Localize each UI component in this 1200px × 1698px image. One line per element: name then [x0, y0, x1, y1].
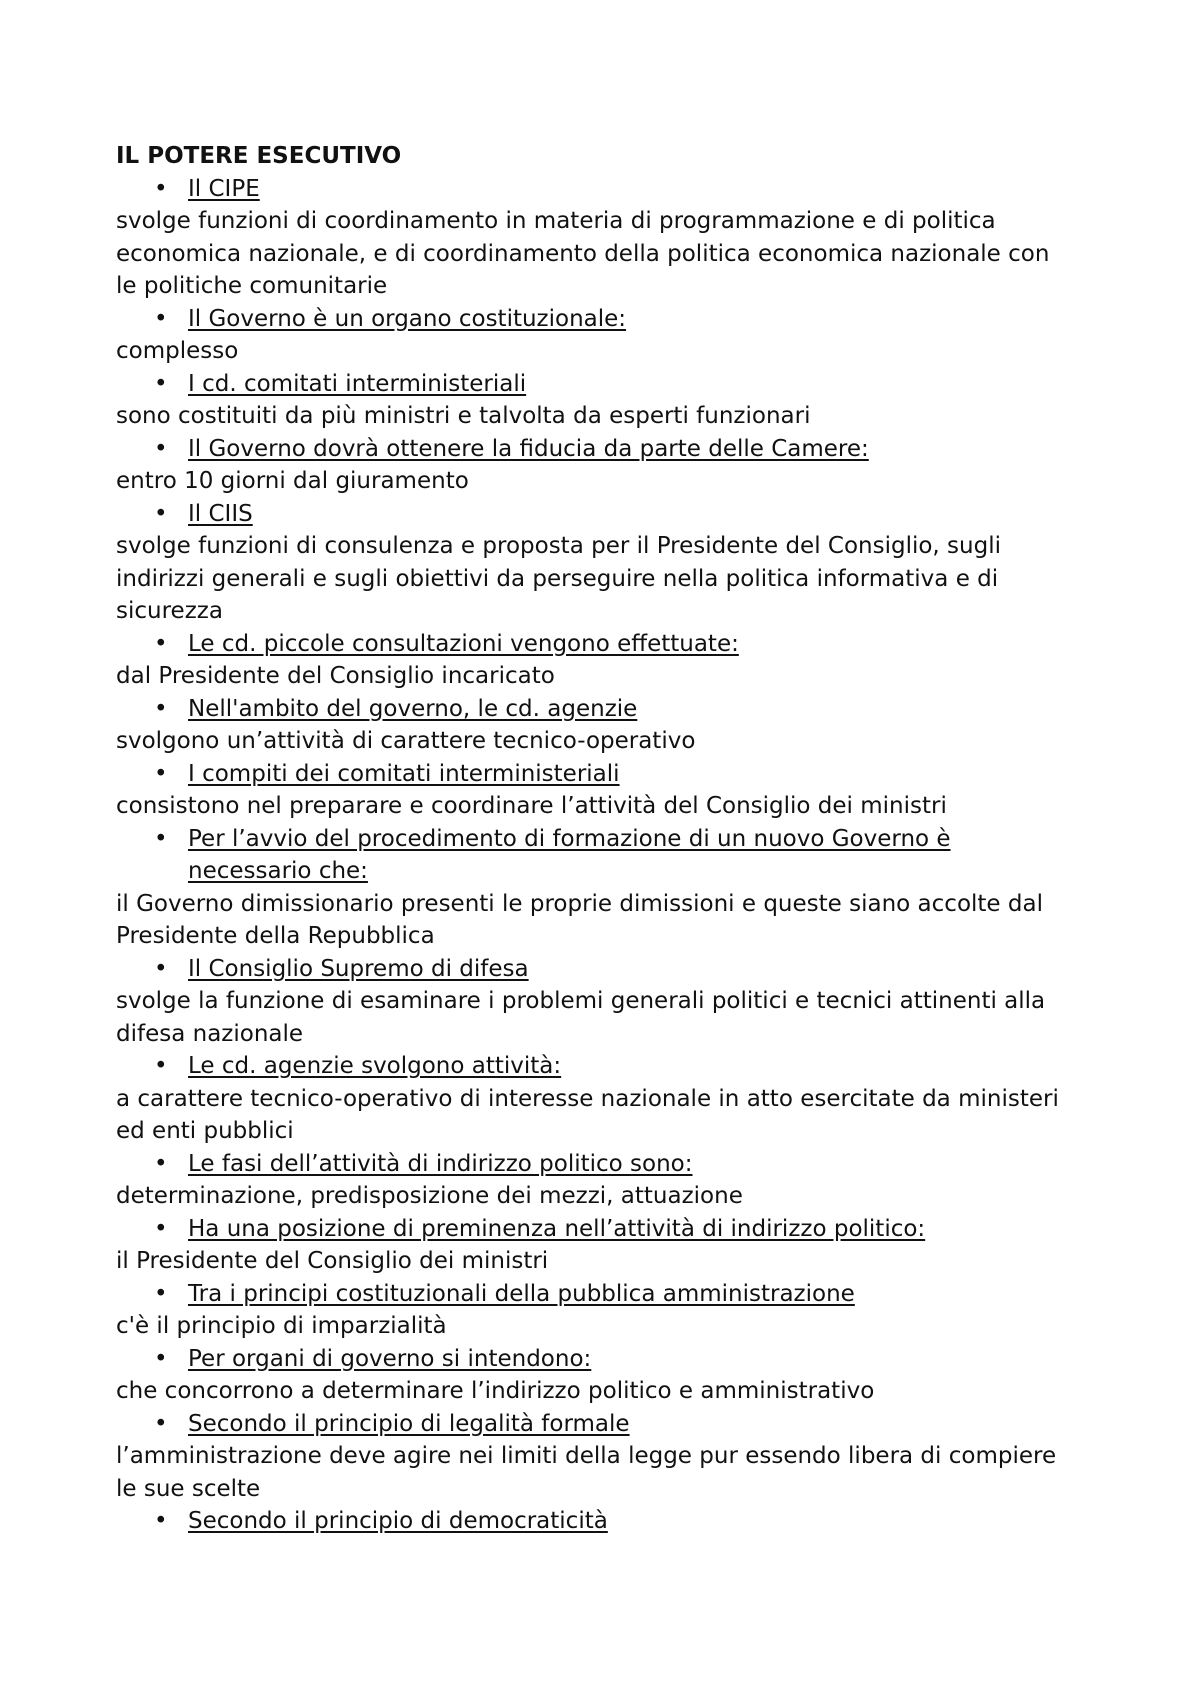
bullet-icon: •: [154, 1345, 168, 1372]
question-text: I cd. comitati interministeriali: [188, 370, 527, 397]
bullet-icon: •: [154, 500, 168, 527]
answer-text: sono costituiti da più ministri e talvolta da esperti funzionari: [116, 403, 811, 429]
question-text: Il CIIS: [188, 500, 253, 527]
qa-entry: [116, 368, 1076, 433]
document-title: IL POTERE ESECUTIVO: [116, 143, 402, 169]
qa-entry: [116, 303, 1076, 368]
answer-text: che concorrono a determinare l’indirizzo politico e amministrativo: [116, 1378, 875, 1404]
qa-entry: [116, 1213, 1076, 1278]
answer-text: c'è il principio di imparzialità: [116, 1313, 447, 1339]
answer-text: l’amministrazione deve agire nei limiti della legge pur essendo libera di compiere le sue scelte: [116, 1443, 1057, 1502]
question-bullet: [116, 173, 1076, 206]
bullet-icon: •: [154, 630, 168, 657]
bullet-icon: •: [154, 435, 168, 462]
document-body: [116, 140, 1076, 1538]
question-text: Le cd. piccole consultazioni vengono effettuate:: [188, 630, 739, 657]
answer-text: il Presidente del Consiglio dei ministri: [116, 1248, 549, 1274]
bullet-icon: •: [154, 1150, 168, 1177]
question-text: I compiti dei comitati interministeriali: [188, 760, 620, 787]
question-bullet: [116, 433, 1076, 466]
bullet-icon: •: [154, 1215, 168, 1242]
question-text: Ha una posizione di preminenza nell’attività di indirizzo politico:: [188, 1215, 926, 1242]
answer-text: svolge funzioni di consulenza e proposta per il Presidente del Consiglio, sugli indirizzi generali e sugli obiettivi da perseguire nella politica informativa e di sicurezza: [116, 533, 1001, 624]
bullet-icon: •: [154, 1508, 168, 1534]
question-bullet: [116, 693, 1076, 726]
bullet-icon: •: [154, 955, 168, 982]
question-text: Il Governo dovrà ottenere la fiducia da parte delle Camere:: [188, 435, 869, 462]
qa-entry: [116, 433, 1076, 498]
qa-entry: [116, 1343, 1076, 1408]
question-text: Per organi di governo si intendono:: [188, 1345, 592, 1372]
qa-entry: [116, 823, 1076, 953]
answer-text: consistono nel preparare e coordinare l’attività del Consiglio dei ministri: [116, 793, 947, 819]
answer-text: determinazione, predisposizione dei mezzi, attuazione: [116, 1183, 743, 1209]
qa-entry: [116, 1408, 1076, 1506]
question-bullet: [116, 758, 1076, 791]
bullet-icon: •: [154, 1280, 168, 1307]
question-bullet: [116, 953, 1076, 986]
question-bullet: [116, 303, 1076, 336]
question-bullet: [116, 368, 1076, 401]
question-bullet: [116, 1278, 1076, 1311]
question-bullet: [116, 498, 1076, 531]
question-bullet: [116, 823, 1076, 888]
question-bullet: [116, 1408, 1076, 1441]
bullet-icon: •: [154, 1053, 168, 1079]
answer-text: svolge la funzione di esaminare i problemi generali politici e tecnici attinenti alla difesa nazionale: [116, 988, 1046, 1047]
answer-text: il Governo dimissionario presenti le proprie dimissioni e queste siano accolte dal Presidente della Repubblica: [116, 890, 1043, 949]
bullet-icon: •: [154, 760, 168, 787]
qa-entry: [116, 1148, 1076, 1213]
question-text: Il Consiglio Supremo di difesa: [188, 955, 529, 982]
qa-entry: [116, 498, 1076, 628]
bullet-icon: •: [154, 695, 168, 722]
bullet-icon: •: [154, 175, 168, 202]
question-text: Secondo il principio di democraticità: [188, 1508, 608, 1534]
qa-entry: [116, 1050, 1076, 1148]
question-text: Le cd. agenzie svolgono attività:: [188, 1053, 562, 1079]
answer-text: svolge funzioni di coordinamento in materia di programmazione e di politica economica nazionale, e di coordinamento della politica economica nazionale con le politiche comunitarie: [116, 208, 1050, 299]
qa-entry: [116, 758, 1076, 823]
question-text: Per l’avvio del procedimento di formazione di un nuovo Governo è necessario che:: [188, 825, 951, 884]
answer-text: a carattere tecnico-operativo di interesse nazionale in atto esercitate da ministeri ed enti pubblici: [116, 1085, 1059, 1144]
question-text: Il CIPE: [188, 175, 260, 202]
question-text: Nell'ambito del governo, le cd. agenzie: [188, 695, 638, 722]
qa-entry: [116, 1278, 1076, 1343]
question-bullet: [116, 1505, 1076, 1538]
question-text: Tra i principi costituzionali della pubblica amministrazione: [188, 1280, 855, 1307]
question-text: Le fasi dell’attività di indirizzo politico sono:: [188, 1150, 693, 1177]
question-text: Il Governo è un organo costituzionale:: [188, 305, 627, 332]
qa-entry: [116, 628, 1076, 693]
question-text: Secondo il principio di legalità formale: [188, 1410, 630, 1437]
bullet-icon: •: [154, 305, 168, 332]
answer-text: complesso: [116, 338, 239, 364]
question-bullet: [116, 1343, 1076, 1376]
qa-entry: [116, 693, 1076, 758]
bullet-icon: •: [154, 825, 168, 852]
question-bullet: [116, 1148, 1076, 1181]
bullet-icon: •: [154, 370, 168, 397]
qa-entry: [116, 953, 1076, 1051]
answer-text: entro 10 giorni dal giuramento: [116, 468, 469, 494]
bullet-icon: •: [154, 1410, 168, 1437]
answer-text: svolgono un’attività di carattere tecnico-operativo: [116, 728, 696, 754]
question-bullet: [116, 628, 1076, 661]
answer-text: dal Presidente del Consiglio incaricato: [116, 663, 555, 689]
qa-entry: [116, 173, 1076, 303]
question-bullet: [116, 1213, 1076, 1246]
question-bullet: [116, 1050, 1076, 1083]
qa-entry: [116, 1505, 1076, 1538]
